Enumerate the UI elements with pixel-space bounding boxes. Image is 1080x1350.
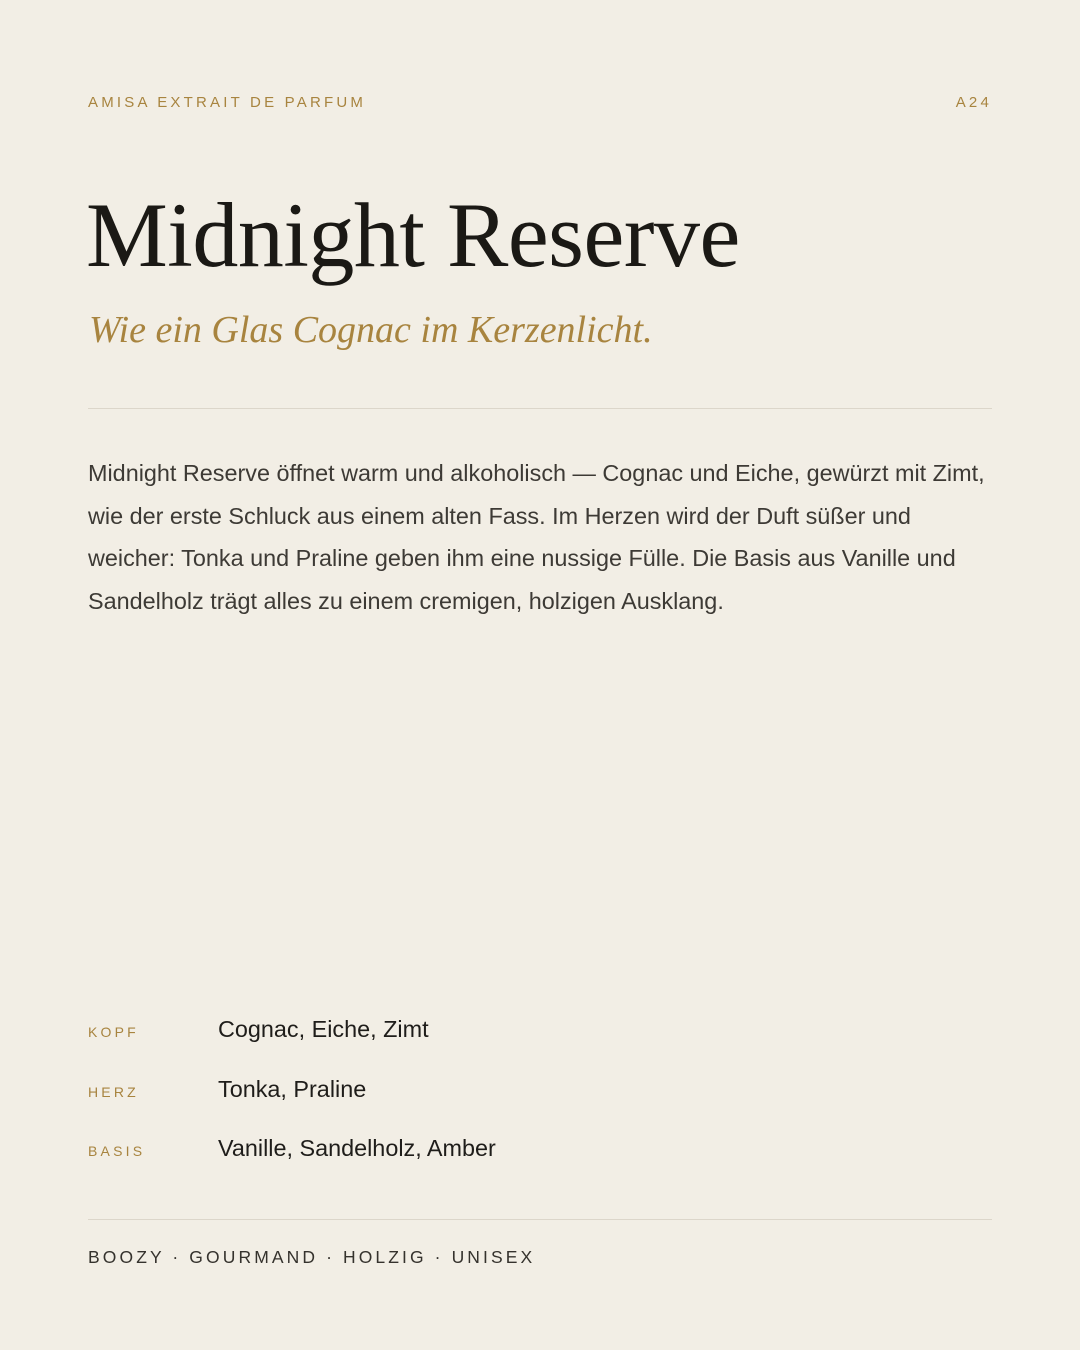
note-label: KOPF — [88, 1024, 139, 1040]
divider-bottom — [88, 1219, 992, 1220]
product-tagline: Wie ein Glas Cognac im Kerzenlicht. — [89, 309, 653, 351]
header — [88, 91, 992, 113]
note-value: Cognac, Eiche, Zimt — [218, 1016, 429, 1042]
note-row-kopf — [88, 1016, 992, 1076]
note-value: Vanille, Sandelholz, Amber — [218, 1135, 496, 1161]
note-label: BASIS — [88, 1143, 146, 1159]
divider-top — [88, 408, 992, 409]
note-row-basis — [88, 1135, 992, 1195]
note-label: HERZ — [88, 1083, 139, 1100]
note-row-herz — [88, 1076, 992, 1136]
notes-list — [88, 1016, 992, 1195]
product-description: Midnight Reserve öffnet warm und alkoholisch — Cognac und Eiche, gewürzt mit Zimt, wie der erste Schluck aus einem alten Fass. Im Herzen wird der Duft süßer und weicher: Tonka und Praline geben ihm eine nussige Fülle. Die Basis aus Vanille und Sandelholz trägt alles zu einem cremigen, holzigen Ausklang. — [88, 460, 985, 615]
product-code: A24 — [955, 93, 992, 111]
product-title: Midnight Reserve — [86, 184, 740, 286]
scent-tags: BOOZY · GOURMAND · HOLZIG · UNISEX — [88, 1247, 536, 1267]
brand-label: AMISA EXTRAIT DE PARFUM — [88, 93, 367, 111]
note-value: Tonka, Praline — [218, 1075, 367, 1102]
